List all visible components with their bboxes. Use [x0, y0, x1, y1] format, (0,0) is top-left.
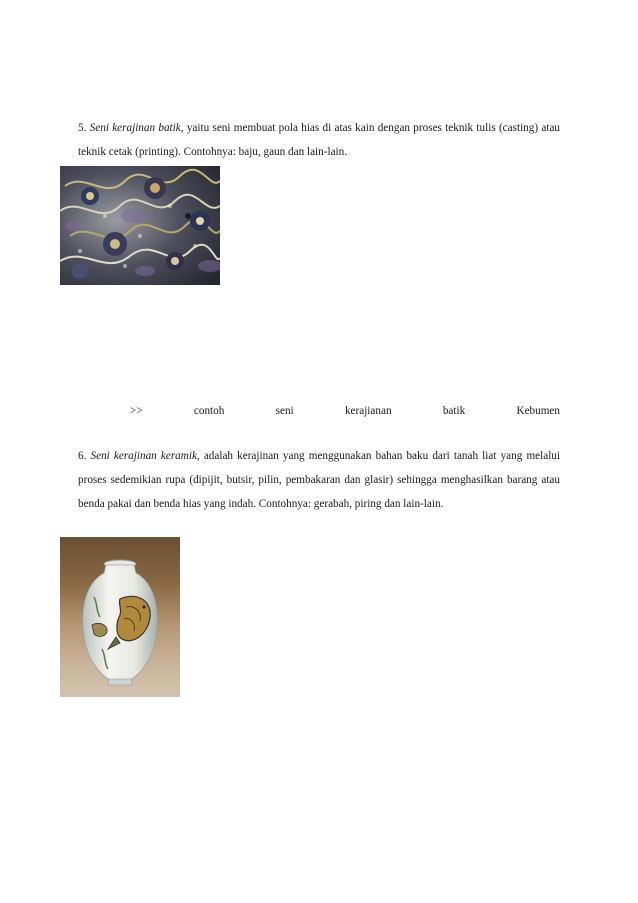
caption-word: kerajianan	[344, 405, 392, 417]
caption-word: Kebumen	[516, 405, 560, 417]
item-number-5: 5.	[78, 122, 90, 134]
term-keramik: Seni kerajinan keramik	[90, 450, 197, 462]
caption-word: seni	[275, 405, 294, 417]
caption-word: contoh	[193, 405, 225, 417]
paragraph-batik	[78, 116, 560, 164]
vase-image	[60, 537, 180, 697]
batik-image	[60, 166, 220, 285]
paragraph-keramik	[78, 444, 560, 516]
term-batik: Seni kerajinan batik	[89, 122, 181, 134]
item-number-6: 6.	[78, 450, 91, 462]
description-keramik: , adalah kerajinan yang menggunakan bahan baku dari tanah liat yang melalui proses sedemikian rupa (dipijit, butsir, pilin, pembakaran dan glasir) sehingga menghasilkan barang atau benda pakai dan benda hias yang indah. Contohnya: gerabah, piring dan lain-lain.	[78, 450, 561, 510]
caption-word: >>	[130, 405, 143, 417]
batik-caption	[130, 401, 560, 421]
description-batik: , yaitu seni membuat pola hias di atas kain dengan proses teknik tulis (casting) atau teknik cetak (printing). Contohnya: baju, gaun dan lain-lain.	[78, 122, 561, 158]
caption-word: batik	[442, 405, 466, 417]
